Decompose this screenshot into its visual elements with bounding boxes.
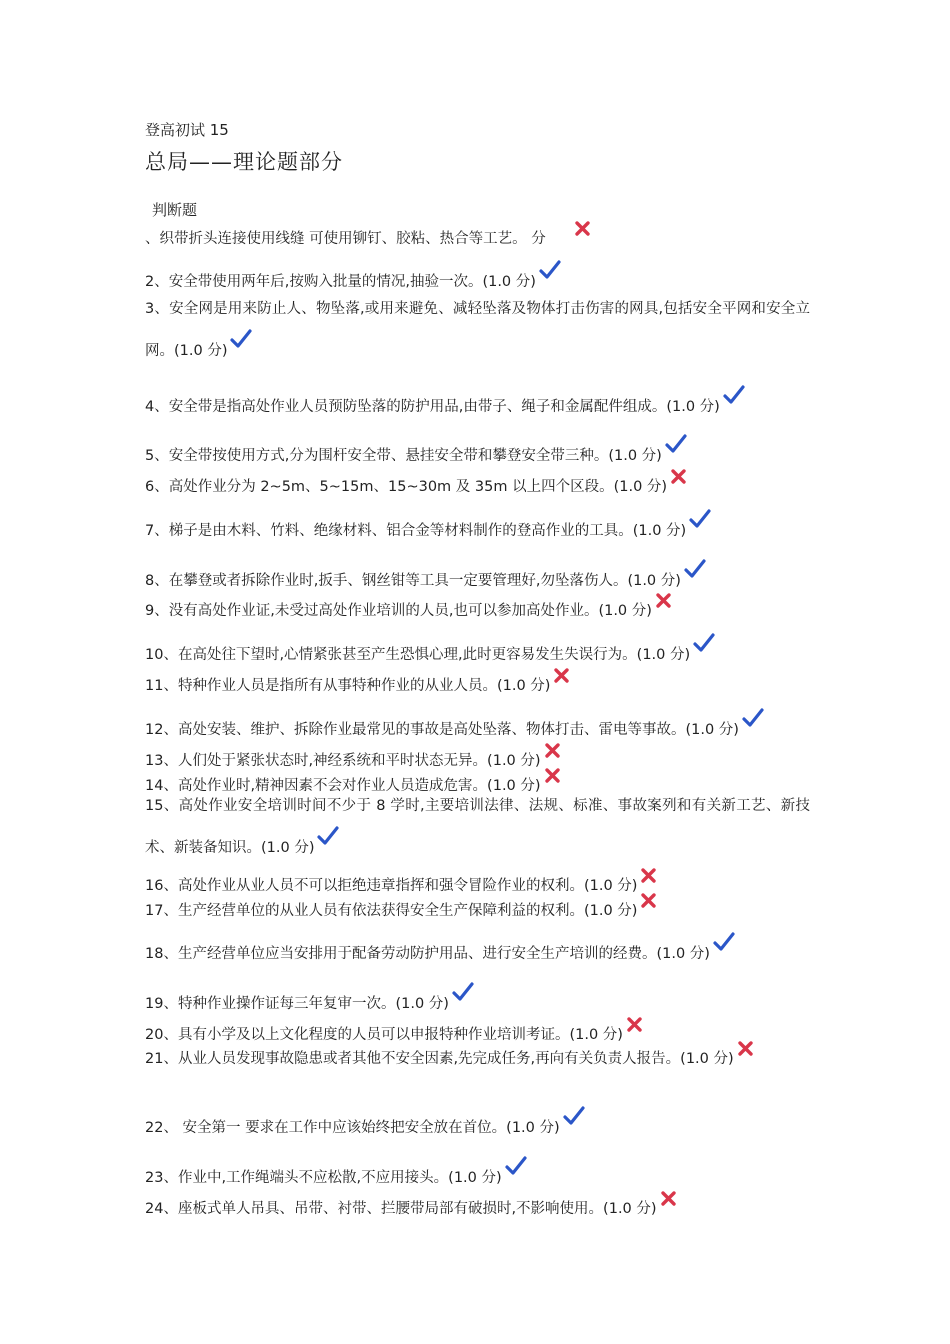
- question-text: 16、高处作业从业人员不可以拒绝违章指挥和强令冒险作业的权利。(1.0 分): [145, 878, 638, 894]
- question-item: [145, 1162, 527, 1188]
- question-item: [145, 938, 735, 964]
- document-title: 登高初试 15: [145, 121, 229, 139]
- question-item: [145, 474, 687, 497]
- question-text: 23、作业中,工作绳端头不应松散,不应用接头。(1.0 分): [145, 1170, 502, 1186]
- cross-icon: [660, 1190, 677, 1207]
- question-item: [145, 748, 561, 771]
- checkmark-icon: [452, 982, 474, 1002]
- question-item: [145, 288, 810, 372]
- question-item: [145, 714, 764, 740]
- cross-icon: [640, 867, 657, 884]
- question-text: 4、安全带是指高处作业人员预防坠落的防护用品,由带子、绳子和金属配件组成。(1.0 分): [145, 399, 720, 415]
- question-item: [145, 873, 657, 896]
- question-item: [145, 1196, 677, 1219]
- cross-icon: [640, 892, 657, 909]
- checkmark-icon: [230, 329, 252, 349]
- checkmark-icon: [689, 509, 711, 529]
- question-text: 9、没有高处作业证,未受过高处作业培训的人员,也可以参加高处作业。(1.0 分): [145, 603, 652, 619]
- question-item: [145, 1046, 810, 1071]
- checkmark-icon: [539, 260, 561, 280]
- question-text: 8、在攀登或者拆除作业时,扳手、钢丝钳等工具一定要管理好,勿坠落伤人。(1.0 分): [145, 573, 681, 589]
- question-text: 11、特种作业人员是指所有从事特种作业的从业人员。(1.0 分): [145, 678, 551, 694]
- checkmark-icon: [693, 633, 715, 653]
- question-item: [145, 673, 570, 696]
- question-item: [145, 515, 711, 541]
- question-item: [145, 391, 745, 417]
- question-text: 7、梯子是由木料、竹料、绝缘材料、铝合金等材料制作的登高作业的工具。(1.0 分): [145, 523, 687, 539]
- cross-icon: [544, 742, 561, 759]
- question-item: [145, 565, 706, 591]
- question-text: 、织带折头连接使用线缝 可使用铆钉、胶粘、热合等工艺。 分: [145, 231, 546, 247]
- cross-icon: [574, 220, 591, 237]
- checkmark-icon: [563, 1106, 585, 1126]
- checkmark-icon: [684, 559, 706, 579]
- question-text: 21、从业人员发现事故隐患或者其他不安全因素,先完成任务,再向有关负责人报告。(1.0 分): [145, 1051, 734, 1067]
- question-item: [145, 226, 591, 249]
- question-item: [145, 1022, 643, 1045]
- question-text: 6、高处作业分为 2~5m、5~15m、15~30m 及 35m 以上四个区段。(1.0 分): [145, 479, 668, 495]
- question-text: 5、安全带按使用方式,分为围杆安全带、悬挂安全带和攀登安全带三种。(1.0 分): [145, 448, 662, 464]
- question-item: [145, 898, 657, 921]
- question-item: [145, 639, 715, 665]
- question-text: 10、在高处往下望时,心情紧张甚至产生恐惧心理,此时更容易发生失误行为。(1.0 分): [145, 647, 691, 663]
- question-text: 20、具有小学及以上文化程度的人员可以申报特种作业培训考证。(1.0 分): [145, 1027, 623, 1043]
- section-title: 总局——理论题部分: [145, 150, 343, 174]
- question-item: [145, 1112, 585, 1138]
- question-type-heading: 判断题: [152, 201, 198, 219]
- checkmark-icon: [713, 932, 735, 952]
- question-item: [145, 598, 672, 621]
- cross-icon: [626, 1016, 643, 1033]
- question-text: 24、座板式单人吊具、吊带、衬带、拦腰带局部有破损时,不影响使用。(1.0 分): [145, 1201, 657, 1217]
- cross-icon: [737, 1040, 754, 1057]
- checkmark-icon: [665, 434, 687, 454]
- question-text: 12、高处安装、维护、拆除作业最常见的事故是高处坠落、物体打击、雷电等事故。(1.0 分): [145, 722, 739, 738]
- checkmark-icon: [742, 708, 764, 728]
- question-text: 19、特种作业操作证每三年复审一次。(1.0 分): [145, 996, 449, 1012]
- question-text: 22、 安全第一 要求在工作中应该始终把安全放在首位。(1.0 分): [145, 1120, 560, 1136]
- cross-icon: [553, 667, 570, 684]
- question-text: 15、高处作业安全培训时间不少于 8 学时,主要培训法律、法规、标准、事故案列和有关新工艺、新技术、新装备知识。(1.0 分): [145, 798, 810, 856]
- cross-icon: [544, 767, 561, 784]
- cross-icon: [670, 468, 687, 485]
- question-text: 14、高处作业时,精神因素不会对作业人员造成危害。(1.0 分): [145, 778, 541, 794]
- checkmark-icon: [317, 826, 339, 846]
- question-text: 13、人们处于紧张状态时,神经系统和平时状态无异。(1.0 分): [145, 753, 541, 769]
- checkmark-icon: [505, 1156, 527, 1176]
- question-text: 2、安全带使用两年后,按购入批量的情况,抽验一次。(1.0 分): [145, 274, 536, 290]
- question-text: 3、安全网是用来防止人、物坠落,或用来避免、减轻坠落及物体打击伤害的网具,包括安全平网和安全立网。(1.0 分): [145, 301, 810, 359]
- question-text: 18、生产经营单位应当安排用于配备劳动防护用品、进行安全生产培训的经费。(1.0 分): [145, 946, 710, 962]
- cross-icon: [655, 592, 672, 609]
- checkmark-icon: [723, 385, 745, 405]
- question-item: [145, 440, 687, 466]
- question-item: [145, 988, 474, 1014]
- question-item: [145, 785, 810, 869]
- question-text: 17、生产经营单位的从业人员有依法获得安全生产保障利益的权利。(1.0 分): [145, 903, 638, 919]
